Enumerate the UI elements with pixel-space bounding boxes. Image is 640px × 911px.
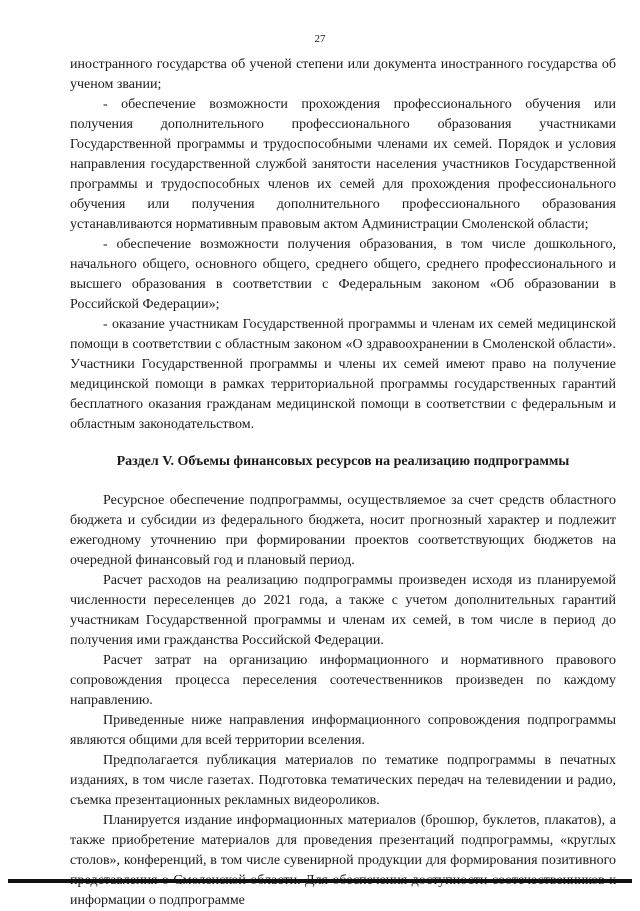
paragraph: - обеспечение возможности получения образования, в том числе дошкольного, начального общего, основного общего, среднего общего, среднего профессионального и высшего образования в соответствии с Федеральным законом «Об образовании в Российской Федерации»;	[70, 237, 616, 312]
paragraph: Предполагается публикация материалов по тематике подпрограммы в печатных изданиях, в том числе газетах. Подготовка тематических передач на телевидении и радио, съемка презентационных рекламных видеороликов.	[70, 753, 616, 808]
section-heading: Раздел V. Объемы финансовых ресурсов на реализацию подпрограммы	[116, 454, 570, 469]
paragraph: - оказание участникам Государственной программы и членам их семей медицинской помощи в соответствии с областным законом «О здравоохранении в Смоленской области». Участники Государственной программы и члены их семей имеют право на получение медицинской помощи в рамках территориальной программы государственных гарантий бесплатного оказания гражданам медицинской помощи в соответствии с федеральным и областным законодательством.	[70, 317, 616, 432]
paragraph: Расчет затрат на организацию информационного и нормативного правового сопровождения процесса переселения соотечественников произведен по каждому направлению.	[70, 653, 616, 708]
paragraph: Расчет расходов на реализацию подпрограммы произведен исходя из планируемой численности переселенцев до 2021 года, а также с учетом дополнительных гарантий участникам Государственной программы и членам их семей, в том числе в период до получения ими гражданства Российской Федерации.	[70, 573, 616, 648]
page-number: 27	[314, 33, 326, 45]
paragraphs-before	[70, 55, 616, 435]
paragraph: Приведенные ниже направления информационного сопровождения подпрограммы являются общими для всей территории вселения.	[70, 713, 616, 748]
paragraphs-after	[70, 491, 616, 911]
paragraph: Планируется издание информационных материалов (брошюр, буклетов, плакатов), а также приобретение материалов для проведения презентаций подпрограммы, «круглых столов», конференций, в том числе сувенирной продукции для формирования позитивного информации о подпрограмме	[70, 813, 616, 908]
document-body	[70, 55, 616, 911]
paragraph: - обеспечение возможности прохождения профессионального обучения или получения дополнительного профессионального образования участниками Государственной программы и трудоспособными членами их семей. Порядок и условия направления государственной службой занятости населения участников Государственной программы и трудоспособных членов их семей для прохождения профессионального обучения или получения дополнительного профессионального образования устанавливаются нормативным правовым актом Администрации Смоленской области;	[70, 97, 616, 232]
bottom-scan-border	[8, 879, 632, 883]
paragraph: Ресурсное обеспечение подпрограммы, осуществляемое за счет средств областного бюджета и субсидии из федерального бюджета, носит прогнозный характер и подлежит ежегодному уточнению при формировании проектов соответствующих бюджетов на очередной финансовый год и плановый период.	[70, 493, 616, 568]
paragraph: иностранного государства об ученой степени или документа иностранного государства об ученом звании;	[70, 57, 616, 92]
